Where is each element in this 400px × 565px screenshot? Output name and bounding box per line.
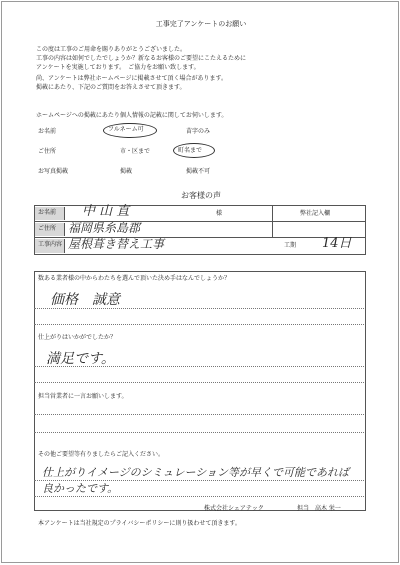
page-title: 工事完了アンケートのお願い — [155, 20, 247, 28]
intro-line-3: アンケートを実施しております。 ご協力をお願い致します。 — [36, 64, 200, 71]
form-work-value[interactable]: 屋根葺き替え工事 — [68, 237, 165, 251]
option-photo-label: お写真掲載 — [38, 168, 69, 175]
option-address-city[interactable]: 市・区まで — [120, 148, 151, 155]
question-4: その他ご要望等有りましたらご記入ください。 — [38, 451, 165, 458]
intro-line-2: 工事の内容は如何でしたでしょうか？新なるお客様のご要望にこたえるために — [36, 55, 247, 62]
privacy-note: ホームページへの掲載にあたり個人情報の記載に関してお伺いします。 — [36, 112, 228, 119]
question-1: 数ある業者様の中からわたちを選んで頂いた決め手はなんでしょうか？ — [38, 275, 231, 282]
voice-title: お客様の声 — [181, 191, 221, 200]
form-period-value[interactable]: 14日 — [322, 236, 352, 251]
option-photo-no[interactable]: 掲載不可 — [186, 168, 211, 175]
intro-line-4: 尚、アンケートは弊社ホームページに掲載させて頂く場合があります。 — [36, 75, 228, 82]
option-name-label: お名前 — [38, 128, 57, 135]
answer-2[interactable]: 満足です。 — [46, 351, 115, 367]
intro-line-1: この度は工事のご用命を賜りありがとうございました。 — [36, 46, 187, 53]
intro-line-5: 掲載にあたり、下記のご質問をお答えさせて頂きます。 — [36, 84, 186, 91]
form-work-label: 工事内容 — [35, 239, 65, 253]
form-name-value[interactable]: 中 山 直 — [82, 204, 130, 219]
form-address-value[interactable]: 福岡県糸島郡 — [68, 221, 141, 235]
option-name-surname[interactable]: 苗字のみ — [186, 128, 211, 135]
question-3: 担当営業者に一言お願いします。 — [38, 393, 128, 400]
option-address-label: ご住所 — [38, 148, 57, 155]
answer-1[interactable]: 価格 誠意 — [50, 292, 120, 308]
company-name: 株式会社シェアテック — [204, 505, 264, 512]
form-period-label: 工期 — [284, 242, 297, 249]
answer-4-line-2[interactable]: 良かったです。 — [42, 482, 119, 495]
option-address-town[interactable]: 町名まで — [178, 147, 203, 154]
form-name-label: お名前 — [35, 207, 65, 220]
question-2: 仕上がりはいかがでしたか？ — [38, 334, 117, 341]
option-name-fullname[interactable]: フルネーム可 — [108, 126, 144, 133]
form-office-label: 弊社記入欄 — [300, 210, 331, 217]
form-address-label: ご住所 — [35, 223, 65, 236]
option-photo-yes[interactable]: 掲載 — [120, 168, 133, 175]
form-sama: 様 — [216, 210, 223, 217]
survey-page — [1, 1, 399, 563]
footer-note: 本アンケートは当社規定のプライバシーポリシーに則り扱わせて頂きます。 — [38, 520, 241, 527]
answer-4-line-1[interactable]: 仕上がりイメージのシミュレーション等が早くで可能であれば — [42, 466, 350, 479]
staff-name: 担当 高木 栄一 — [297, 505, 341, 512]
